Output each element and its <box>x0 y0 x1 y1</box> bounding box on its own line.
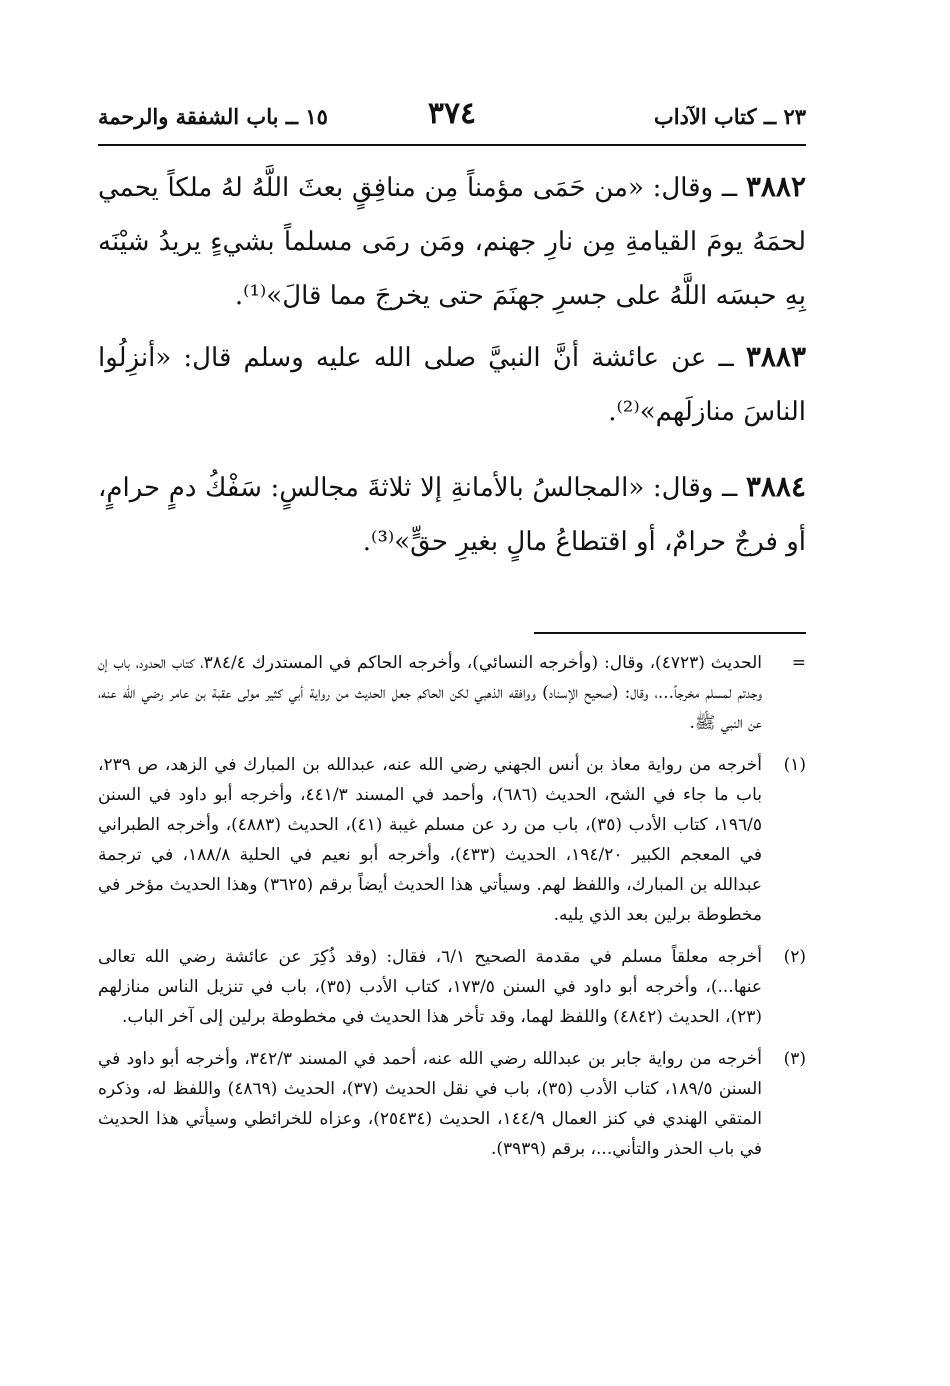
footnote-text: الحديث (٤٧٢٣)، وقال: (وأخرجه النسائي)، وأخرجه الحاكم في المستدرك ٣٨٤/٤، كتاب الحدود، باب إن وجدتم لمسلم مخرجاً...، وقال: (صحيح الإسناد) ووافقه الذهبي لكن الحاكم جعل الحديث من رواية أبي كثير مولى عقبة بن عامر رضي الله عنه، عن النبي ﷺ. <box>98 653 763 733</box>
footnote-text: أخرجه من رواية معاذ بن أنس الجهني رضي الله عنه، عبدالله بن المبارك في الزهد، ص ٢٣٩، باب ما جاء في الشح، الحديث (٦٨٦)، وأحمد في المسند ٤٤١/٣، وأخرجه أبو داود في السنن ١٩٦/٥، كتاب الأدب (٣٥)، باب من رد عن مسلم غيبة (٤١)، الحديث (٤٨٨٣)، وأخرجه الطبراني في المعجم الكبير ١٩٤/٢٠، الحديث (٤٣٣)، وأخرجه أبو نعيم في الحلية ١٨٨/٨، في ترجمة عبدالله بن المبارك، واللفظ لهم. وسيأتي هذا الحديث أيضاً برقم (٣٦٢٥) وهذا الحديث مؤخر في مخطوطة برلين بعد الذي يليه. <box>98 755 762 925</box>
footnote-1 <box>98 750 806 930</box>
running-header <box>98 96 806 146</box>
footnote-separator <box>534 632 806 634</box>
hadith-text: ــ وقال: «من حَمَى مؤمناً مِن منافِقٍ بعثَ اللَّهُ لهُ ملكاً يحمي لحمَهُ يومَ القيامةِ مِن نارِ جهنم، ومَن رمَى مسلماً بشيءٍ يريدُ شيْنَه بِهِ حبسَه اللَّهُ على جسرِ جهنَمَ حتى يخرجَ مما قالَ»⁽¹⁾. <box>98 173 806 311</box>
footnote-text: أخرجه معلقاً مسلم في مقدمة الصحيح ٦/١، فقال: (وقد ذُكِرَ عن عائشة رضي الله تعالى عنها...)، وأخرجه أبو داود في السنن ١٧٣/٥، كتاب الأدب (٣٥)، باب في تنزيل الناس منازلهم (٢٣)، الحديث (٤٨٤٢) واللفظ لهما، وقد تأخر هذا الحديث في مخطوطة برلين إلى آخر الباب. <box>98 947 762 1027</box>
hadith-number: ٣٨٨٣ <box>745 340 806 373</box>
footnote-mark: (١) <box>783 755 806 775</box>
footnote-2 <box>98 942 806 1032</box>
hadith-number: ٣٨٨٢ <box>745 170 806 203</box>
hadith-text: ــ عن عائشة أنَّ النبيَّ صلى الله عليه وسلم قال: «أنزِلُوا الناسَ منازلَهم»⁽²⁾. <box>98 343 806 427</box>
hadith-text: ــ وقال: «المجالسُ بالأمانةِ إلا ثلاثةَ مجالسٍ: سَفْكُ دمٍ حرامٍ، أو فرجٌ حرامٌ، أو اقتطاعُ مالٍ بغيرِ حقٍّ»⁽³⁾. <box>98 473 806 557</box>
footnote-text: أخرجه من رواية جابر بن عبدالله رضي الله عنه، أحمد في المسند ٣٤٢/٣، وأخرجه أبو داود في السنن ١٨٩/٥، كتاب الأدب (٣٥)، باب في نقل الحديث (٣٧)، الحديث (٤٨٦٩) واللفظ له، وذكره المتقي الهندي في كنز العمال ١٤٤/٩، الحديث (٢٥٤٣٤)، وعزاه للخرائطي وسيأتي هذا الحديث في باب الحذر والتأني...، برقم (٣٩٣٩). <box>98 1049 763 1159</box>
section-title: ١٥ ــ باب الشفقة والرحمة <box>98 104 328 129</box>
hadith-number: ٣٨٨٤ <box>745 470 806 503</box>
hadith-3884 <box>98 460 806 569</box>
page-number: ٣٧٤ <box>427 96 477 131</box>
footnote-continued <box>98 648 806 738</box>
footnotes <box>98 648 806 1176</box>
footnote-3 <box>98 1044 806 1164</box>
hadith-3883 <box>98 330 806 439</box>
hadith-3882 <box>98 160 806 323</box>
footnote-mark: = <box>791 653 806 673</box>
footnote-mark: (٣) <box>783 1049 806 1069</box>
footnote-mark: (٢) <box>783 947 806 967</box>
chapter-title: ٢٣ ــ كتاب الآداب <box>653 104 806 129</box>
